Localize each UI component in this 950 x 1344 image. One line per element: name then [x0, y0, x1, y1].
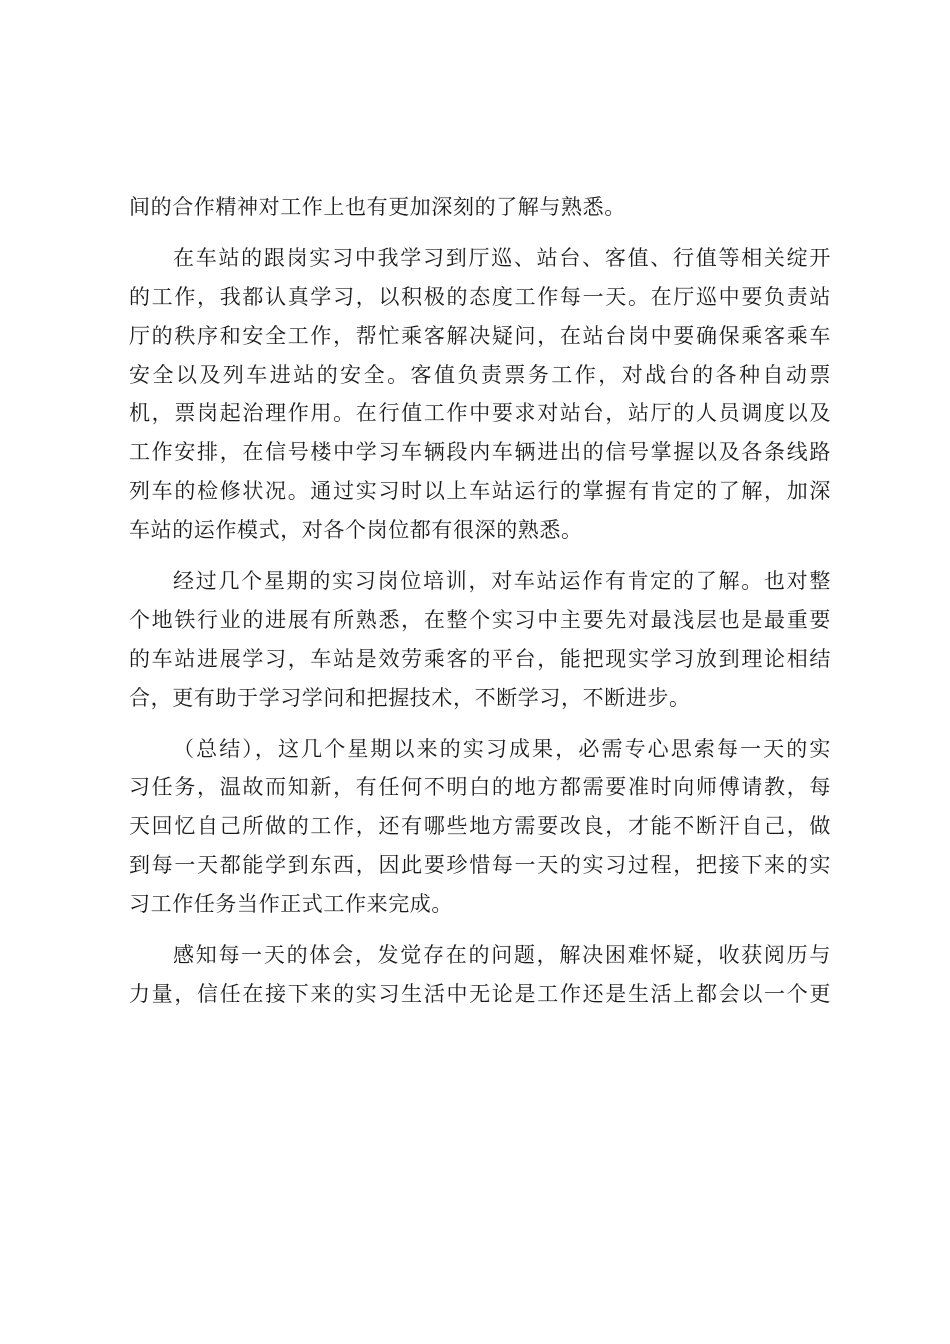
- paragraph-0: [129, 188, 831, 227]
- document-body: [129, 188, 831, 1014]
- text-line: 个地铁行业的进展有所熟悉，在整个实习中主要先对最浅层也是最重要: [129, 607, 831, 632]
- text-line: 习任务，温故而知新，有任何不明白的地方都需要准时向师傅请教，每: [129, 775, 831, 800]
- text-line: 间的合作精神对工作上也有更加深刻的了解与熟悉。: [129, 195, 626, 219]
- text-line: 感知每一天的体会，发觉存在的问题，解决困难怀疑，收获阅历与: [173, 943, 831, 968]
- text-line: 工作安排，在信号楼中学习车辆段内车辆进出的信号掌握以及各条线路: [129, 440, 831, 465]
- text-line: 的工作，我都认真学习，以积极的态度工作每一天。在厅巡中要负责站: [129, 284, 831, 309]
- text-line: 到每一天都能学到东西，因此要珍惜每一天的实习过程，把接下来的实: [129, 853, 831, 878]
- paragraph-1: [129, 239, 831, 550]
- text-line: （总结），这几个星期以来的实习成果，必需专心思索每一天的实: [173, 736, 831, 761]
- text-line: 合，更有助于学习学问和把握技术，不断学习，不断进步。: [129, 685, 691, 710]
- paragraph-2: [129, 562, 831, 718]
- text-line: 经过几个星期的实习岗位培训，对车站运作有肯定的了解。也对整: [173, 569, 831, 594]
- text-line: 力量，信任在接下来的实习生活中无论是工作还是生活上都会以一个更: [129, 981, 831, 1006]
- text-line: 习工作任务当作正式工作来完成。: [129, 892, 453, 917]
- text-line: 车站的运作模式，对各个岗位都有很深的熟悉。: [129, 518, 583, 543]
- text-line: 在车站的跟岗实习中我学习到厅巡、站台、客值、行值等相关绽开: [173, 245, 831, 270]
- text-line: 天回忆自己所做的工作，还有哪些地方需要改良，才能不断汗自己，做: [129, 814, 831, 839]
- text-line: 厅的秩序和安全工作，帮忙乘客解决疑问，在站台岗中要确保乘客乘车: [129, 323, 831, 348]
- paragraph-4: [129, 936, 831, 1014]
- text-line: 安全以及列车进站的安全。客值负责票务工作，对战台的各种自动票: [129, 362, 831, 387]
- paragraph-3: [129, 730, 831, 924]
- text-line: 机，票岗起治理作用。在行值工作中要求对站台，站厅的人员调度以及: [129, 401, 831, 426]
- text-line: 列车的检修状况。通过实习时以上车站运行的掌握有肯定的了解，加深: [129, 479, 831, 504]
- text-line: 的车站进展学习，车站是效劳乘客的平台，能把现实学习放到理论相结: [129, 646, 831, 671]
